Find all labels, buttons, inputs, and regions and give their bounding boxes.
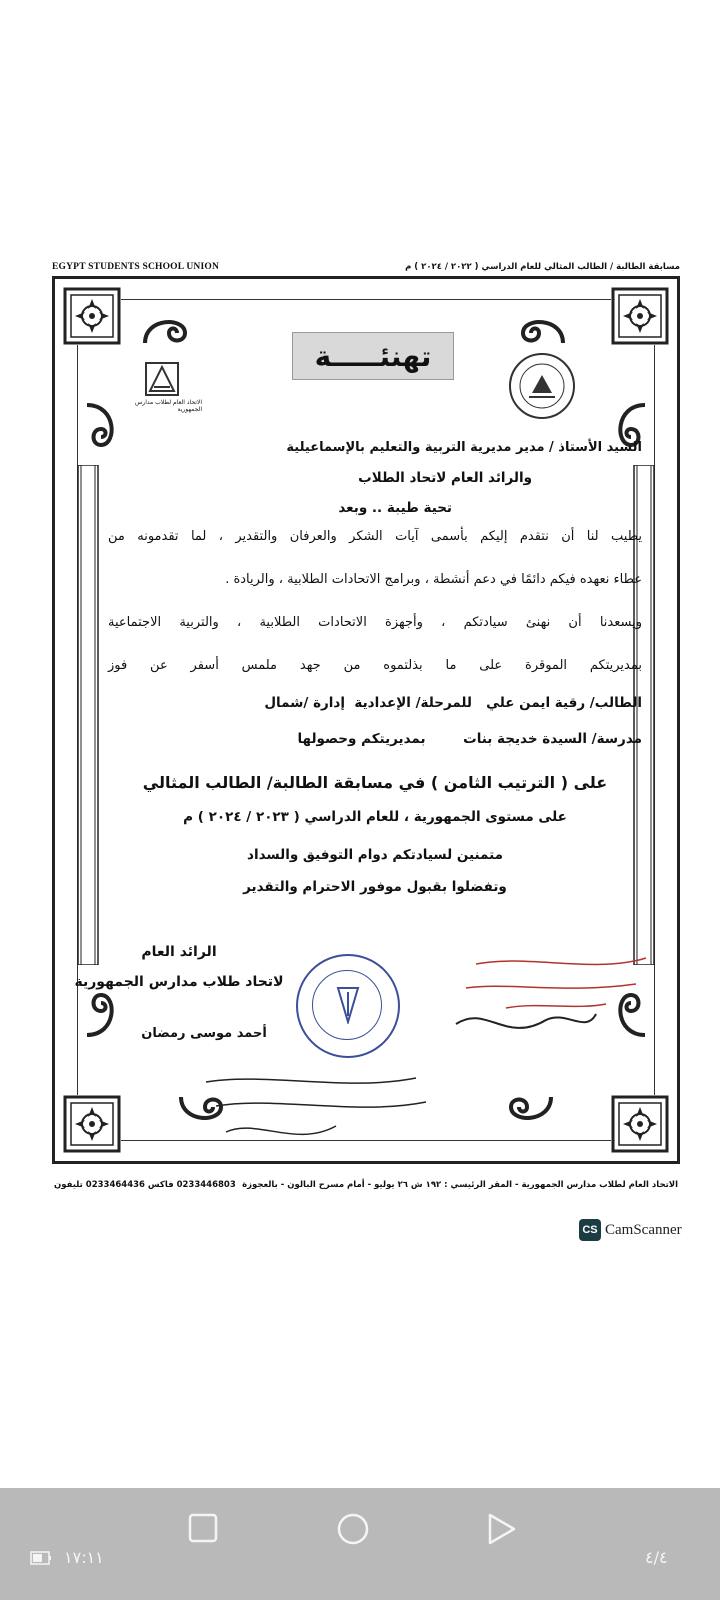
corner-ornament-bottom-left — [63, 1095, 121, 1153]
sign-organization: لاتحاد طلاب مدارس الجمهورية — [74, 974, 284, 990]
scroll-ornament — [515, 303, 569, 357]
level-line: على مستوى الجمهورية ، للعام الدراسي ( ٢٠٢٣ / ٢٠٢٤ ) م — [183, 809, 567, 825]
triangle-back-icon — [486, 1512, 518, 1546]
battery-icon — [30, 1551, 52, 1565]
document-page — [46, 262, 686, 1208]
scroll-ornament — [503, 1083, 557, 1137]
scroll-ornament — [139, 303, 193, 357]
handwritten-signature-right — [446, 944, 666, 1054]
school-info-line: مدرسة/ السيدة خديجة بنات بمديريتكم وحصولها — [297, 731, 642, 747]
header-competition: مسابقة الطالبة / الطالب المثالي للعام الدراسي ( ٢٠٢٢ / ٢٠٢٤ ) م — [405, 262, 680, 272]
footer-address: الاتحاد العام لطلاب مدارس الجمهورية - المقر الرئيسي : ١٩٢ ش ٢٦ يوليو - أمام مسرح البالون - بالعجوزة — [242, 1180, 678, 1190]
camscanner-watermark — [579, 1219, 682, 1241]
header-union-name: EGYPT STUDENTS SCHOOL UNION — [52, 262, 220, 272]
footer-phone: 0233446803 فاكس 0233464436 تليفون — [54, 1180, 236, 1190]
corner-ornament-top-right — [611, 287, 669, 345]
rank-line: على ( الترتيب الثامن ) في مسابقة الطالبة/ الطالب المثالي — [142, 773, 608, 792]
square-icon — [187, 1512, 219, 1544]
meander-band-left — [77, 465, 99, 965]
paragraph-line-3: ويسعدنا أن نهنئ سيادتكم ، وأجهزة الاتحادات الطلابية ، والتربية الاجتماعية — [108, 615, 642, 630]
circle-icon — [336, 1512, 370, 1546]
paragraph-line-4: بمديريتكم الموقرة على ما بذلتموه من جهد ملمس أسفر عن فوز — [108, 658, 642, 673]
paragraph-line-1: يطيب لنا أن نتقدم إليكم بأسمى آيات الشكر والعرفان والتقدير ، لما تقدمونه من — [108, 529, 642, 544]
closing-line: وتفضلوا بقبول موفور الاحترام والتقدير — [243, 879, 507, 895]
sign-name: أحمد موسى رمضان — [141, 1026, 267, 1041]
sign-title: الرائد العام — [141, 944, 217, 960]
student-union-logo — [122, 352, 202, 422]
status-left — [30, 1548, 104, 1567]
camscanner-logo-icon: CS — [579, 1219, 601, 1241]
page-indicator: ٤/٤ — [645, 1548, 668, 1567]
clock-time: ١٧:١١ — [64, 1548, 104, 1567]
back-button[interactable] — [486, 1512, 518, 1550]
handwritten-signature-bottom — [186, 1062, 446, 1162]
paragraph-line-2: عطاء نعهده فيكم دائمًا في دعم أنشطة ، وبرامج الاتحادات الطلابية ، والريادة . — [225, 572, 642, 587]
official-stamp — [296, 954, 400, 1058]
camscanner-label: CamScanner — [605, 1221, 682, 1238]
corner-ornament-top-left — [63, 287, 121, 345]
corner-ornament-bottom-right — [611, 1095, 669, 1153]
addressee-line-1: السيد الأستاذ / مدير مديرية التربية والتعليم بالإسماعيلية — [286, 440, 642, 455]
wish-line: متمنين لسيادتكم دوام التوفيق والسداد — [247, 847, 503, 863]
document-title: تهنئـــــة — [292, 332, 454, 380]
logo-caption: الاتحاد العام لطلاب مدارس الجمهورية — [134, 399, 202, 413]
greeting-line: تحية طيبة .. وبعد — [338, 500, 452, 516]
ministry-seal-logo — [506, 350, 578, 422]
recents-button[interactable] — [187, 1512, 219, 1548]
student-info-line: الطالب/ رقية ايمن علي للمرحلة/ الإعدادية إدارة /شمال — [264, 695, 642, 711]
bottom-navigation-bar — [0, 1488, 720, 1600]
addressee-line-2: والرائد العام لاتحاد الطلاب — [358, 470, 532, 486]
letter-body — [108, 434, 642, 895]
home-button[interactable] — [336, 1512, 370, 1550]
signature-block — [74, 944, 284, 1041]
